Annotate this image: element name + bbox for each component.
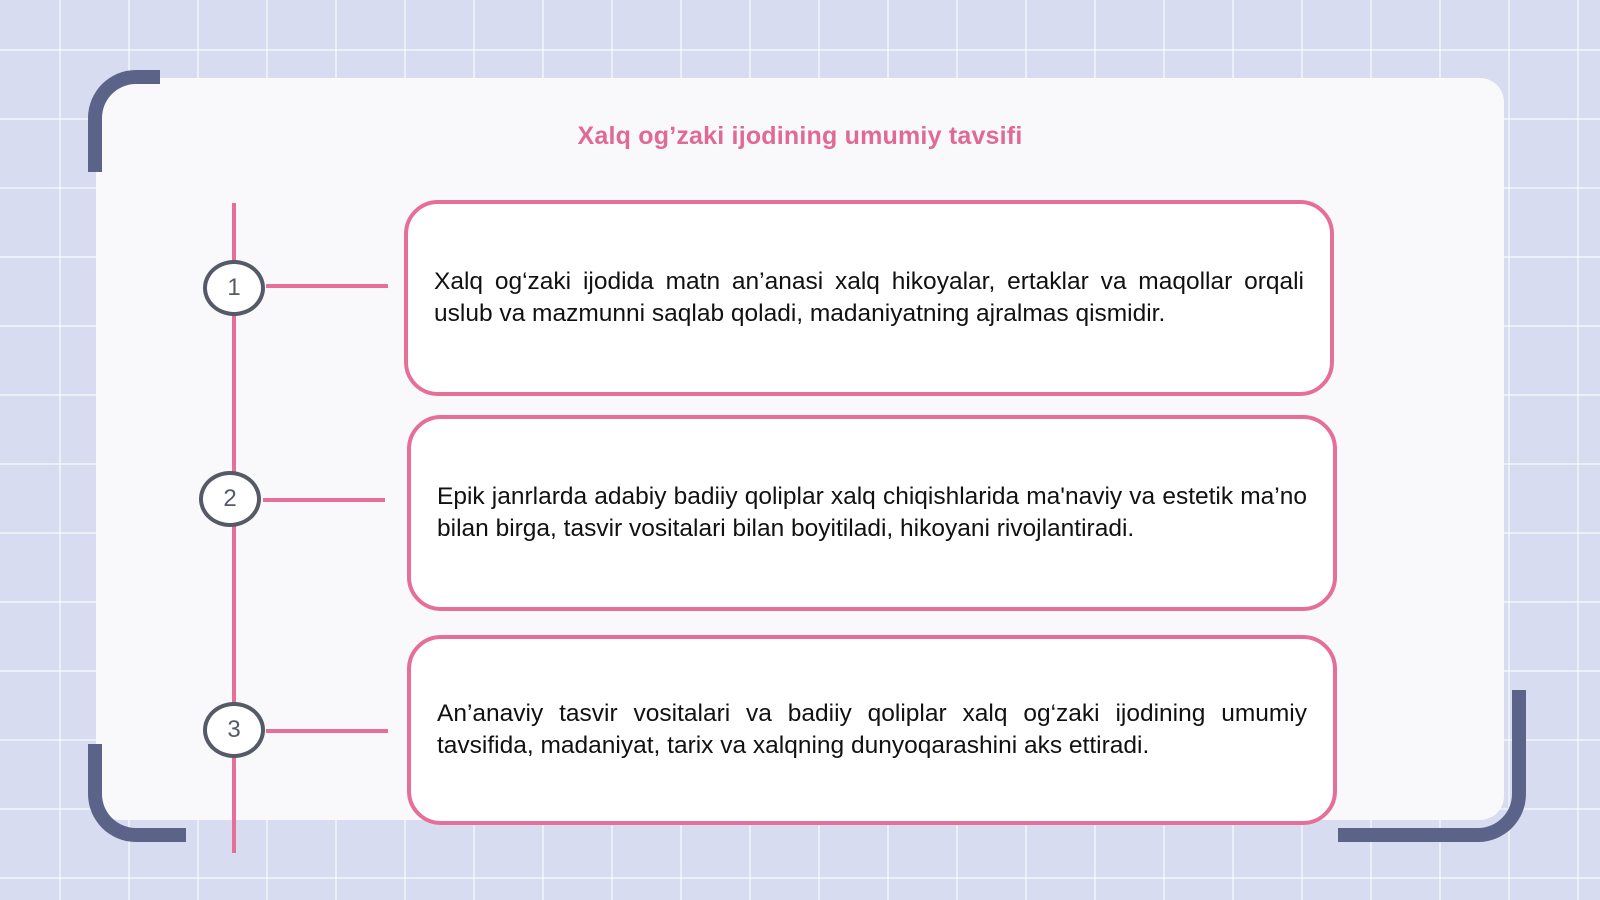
page-title: Xalq ogʼzaki ijodining umumiy tavsifi [577, 122, 1023, 150]
step-text: An’anaviy tasvir vositalari va badiiy qoliplar xalq og‘zaki ijodining umumiy tavsifida, madaniyat, tarix va xalqning dunyoqarashini aks ettiradi. [437, 700, 1307, 759]
connector-line [266, 284, 388, 288]
corner-bracket-bottom-left [88, 744, 186, 842]
step-number-badge: 3 [203, 702, 265, 758]
corner-bracket-top-left [88, 70, 160, 172]
step-card [407, 635, 1337, 825]
corner-bracket-bottom-right [1338, 690, 1526, 842]
step-card [407, 415, 1337, 611]
step-number-badge: 2 [199, 471, 261, 527]
connector-line [263, 498, 385, 502]
connector-line [266, 729, 388, 733]
step-text: Xalq og‘zaki ijodida matn an’anasi xalq hikoyalar, ertaklar va maqollar orqali uslub va mazmunni saqlab qoladi, madaniyatning ajralmas qismidir. [434, 268, 1304, 327]
step-number-badge: 1 [203, 260, 265, 316]
step-card [404, 200, 1334, 396]
step-text: Epik janrlarda adabiy badiiy qoliplar xalq chiqishlarida ma'naviy va estetik ma’no bilan birga, tasvir vositalari bilan boyitiladi, hikoyani rivojlantiradi. [437, 483, 1307, 542]
